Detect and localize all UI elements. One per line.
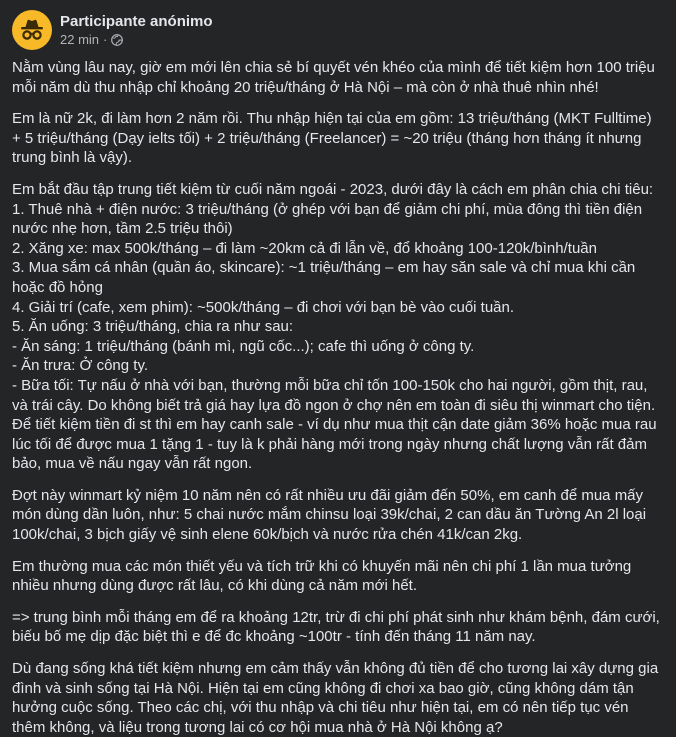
list-item-shopping: 3. Mua sắm cá nhân (quần áo, skincare): ~1 triệu/tháng – em hay săn sale và chỉ mua khi cần hoặc đồ hỏng [12, 259, 636, 296]
post-meta [60, 12, 213, 48]
globe-icon[interactable] [111, 34, 123, 46]
author-name[interactable]: Participante anónimo [60, 13, 213, 30]
post-paragraph-3 [12, 180, 664, 474]
paragraph-line: Dù đang sống khá tiết kiệm nhưng em cảm thấy vẫn không đủ tiền để cho tương lai xây dựng gia đình và sinh sống tại Hà Nội. Hiện tại em cũng không đi chơi xa bao giờ, cũng không dám tận hưởng cuộc sống. Theo các chị, với thu nhập và chi tiêu như hiện tại, em có nên tiếp tục vén thêm không, và liệu trong tương lai có cơ hội mua nhà ở Hà Nội không ạ? [12, 660, 659, 736]
post-paragraph-4 [12, 486, 664, 545]
paragraph-line: Em thường mua các món thiết yếu và tích trữ khi có khuyến mãi nên chi phí 1 lần mua tưởng nhiều nhưng dùng được rất lâu, có khi dùng cả năm mới hết. [12, 557, 632, 595]
post-subline [60, 32, 213, 48]
post-body [12, 58, 664, 737]
post-paragraph-2 [12, 109, 664, 168]
separator-dot: · [103, 32, 108, 47]
post-paragraph-6 [12, 608, 664, 647]
avatar[interactable] [12, 10, 52, 50]
list-subitem-lunch: - Ăn trưa: Ở công ty. [12, 357, 149, 375]
list-subitem-breakfast: - Ăn sáng: 1 triệu/tháng (bánh mì, ngũ cốc...); cafe thì uống ở công ty. [12, 337, 475, 355]
list-item-food: 5. Ăn uống: 3 triệu/tháng, chia ra như sau: [12, 318, 294, 336]
post-time[interactable]: 22 min [60, 32, 100, 47]
paragraph-line: Nằm vùng lâu nay, giờ em mới lên chia sẻ bí quyết vén khéo của mình để tiết kiệm hơn 100 triệu mỗi năm dù thu nhập chỉ khoảng 20 triệu/tháng ở Hà Nội – mà còn ở nhà thuê nhìn nhé! [12, 59, 655, 96]
incognito-icon [18, 16, 46, 44]
post-paragraph-1 [12, 58, 664, 97]
post-header [12, 0, 664, 58]
list-item-rent: 1. Thuê nhà + điện nước: 3 triệu/tháng (ở ghép với bạn để giảm chi phí, mùa đông thì tiền điện nước nhẹ hơn, tầm 2.5 triệu thôi) [12, 200, 643, 238]
paragraph-line: Đợt này winmart kỷ niệm 10 năm nên có rất nhiều ưu đãi giảm đến 50%, em canh để mua mấy món dùng dần luôn, như: 5 chai nước mắm chinsu loại 39k/chai, 2 can dầu ăn Tường An 2l loại 100k/chai, 3 bịch giấy vệ sinh elene 60k/bịch và nước rửa chén 41k/can 2kg. [12, 486, 647, 544]
list-item-fuel: 2. Xăng xe: max 500k/tháng – đi làm ~20km cả đi lẫn về, đổ khoảng 100-120k/bình/tuần [12, 239, 597, 257]
paragraph-line: Em là nữ 2k, đi làm hơn 2 năm rồi. Thu nhập hiện tại của em gồm: 13 triệu/tháng (MKT Fulltime) + 5 triệu/tháng (Dạy ielts tối) + 2 triệu/tháng (Freelancer) = ~20 triệu (tháng hơn tháng ít nhưng trung bình là vậy). [12, 110, 652, 167]
post-paragraph-7 [12, 659, 664, 737]
post-paragraph-5 [12, 557, 664, 596]
paragraph-line: Em bắt đầu tập trung tiết kiệm từ cuối năm ngoái - 2023, dưới đây là cách em phân chia chi tiêu: [12, 180, 654, 198]
list-subitem-dinner: - Bữa tối: Tự nấu ở nhà với bạn, thường mỗi bữa chỉ tốn 100-150k cho hai người, gồm thịt, rau, và trái cây. Do không biết trả giá hay lựa đồ ngon ở chợ nên em toàn đi siêu thị winmart cho tiện. Để tiết kiệm tiền đi st thì em hay canh sale - ví dụ như mua thịt cận date giảm 36% hoặc mua rau lúc tối để được mua 1 tặng 1 - tuy là k phải hàng mới trong ngày nhưng chất lượng vẫn rất đảm bảo, mua về nấu ngay vẫn rất ngon. [12, 376, 657, 473]
paragraph-line: => trung bình mỗi tháng em để ra khoảng 12tr, trừ đi chi phí phát sinh như khám bệnh, đám cưới, biếu bố mẹ dịp đặc biệt thì e để đc khoảng ~100tr - tính đến tháng 11 năm nay. [12, 608, 660, 646]
list-item-entertainment: 4. Giải trí (cafe, xem phim): ~500k/tháng – đi chơi với bạn bè vào cuối tuần. [12, 298, 515, 316]
